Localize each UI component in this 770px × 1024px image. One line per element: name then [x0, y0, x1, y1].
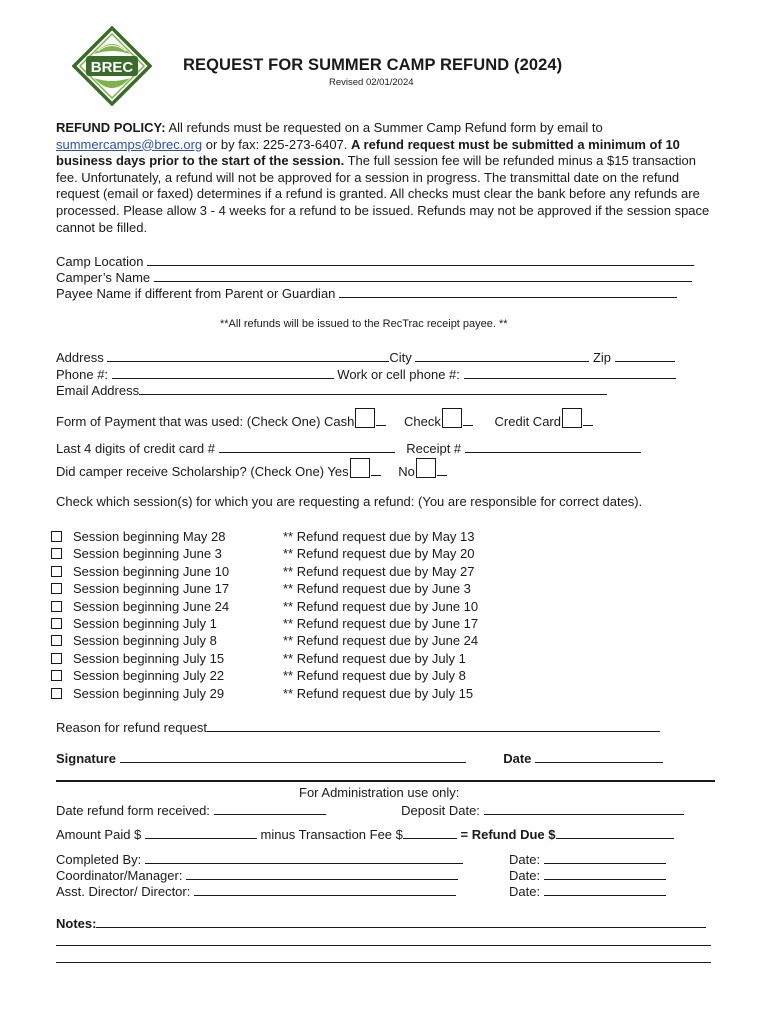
refund-due-label: = Refund Due $ — [460, 827, 556, 842]
payment-label: Form of Payment that was used: (Check One) Cash — [56, 414, 355, 429]
deposit-date-field[interactable] — [484, 802, 684, 815]
notes-field-3[interactable] — [56, 962, 711, 963]
scholarship-yes-checkbox[interactable] — [350, 458, 370, 478]
session-checkbox[interactable] — [51, 531, 62, 542]
session-due: ** Refund request due by June 24 — [283, 633, 479, 649]
scholarship-no-label: No — [398, 464, 415, 479]
session-label: Session beginning July 1 — [73, 615, 217, 631]
camp-location-label: Camp Location — [56, 254, 144, 269]
admin-date-3-label: Date: — [509, 884, 541, 899]
director-row — [56, 883, 456, 899]
work-phone-label: Work or cell phone #: — [337, 367, 460, 382]
receipt-field[interactable] — [465, 440, 641, 453]
session-label: Session beginning June 17 — [73, 581, 230, 597]
session-checkbox[interactable] — [51, 566, 62, 577]
last4-label: Last 4 digits of credit card # — [56, 441, 215, 456]
notes-row — [56, 915, 706, 931]
director-label: Asst. Director/ Director: — [56, 884, 191, 899]
scholarship-row — [56, 458, 447, 479]
session-label: Session beginning June 24 — [73, 598, 230, 614]
session-due: ** Refund request due by June 10 — [283, 598, 479, 614]
brec-logo — [72, 26, 152, 106]
city-label: City — [389, 350, 412, 365]
signature-row — [56, 750, 663, 766]
transaction-fee-field[interactable] — [403, 826, 457, 839]
session-label: Session beginning July 8 — [73, 633, 217, 649]
session-due: ** Refund request due by June 17 — [283, 615, 479, 631]
admin-date-2-field[interactable] — [544, 867, 666, 880]
admin-date-2 — [509, 867, 666, 883]
completed-by-row — [56, 851, 463, 867]
scholarship-no-checkbox[interactable] — [416, 458, 436, 478]
deposit-date-label: Deposit Date: — [401, 803, 480, 818]
session-label: Session beginning July 15 — [73, 650, 225, 666]
session-checkbox[interactable] — [51, 618, 62, 629]
session-checkbox[interactable] — [51, 653, 62, 664]
admin-date-1-label: Date: — [509, 852, 541, 867]
session-checkbox[interactable] — [51, 548, 62, 559]
email-row — [56, 382, 607, 398]
check-label: Check — [404, 414, 441, 429]
session-checkbox[interactable] — [51, 601, 62, 612]
admin-date-1-field[interactable] — [544, 851, 666, 864]
payee-name-field[interactable] — [339, 285, 677, 298]
admin-date-3 — [509, 883, 666, 899]
coordinator-label: Coordinator/Manager: — [56, 868, 183, 883]
policy-heading: REFUND POLICY: — [56, 120, 166, 135]
campers-name-label: Camper’s Name — [56, 270, 151, 285]
address-field[interactable] — [107, 349, 389, 362]
session-label: Session beginning May 28 — [73, 529, 226, 544]
city-field[interactable] — [415, 349, 589, 362]
revised-date: Revised 02/01/2024 — [329, 77, 414, 88]
session-label: Session beginning June 10 — [73, 563, 230, 579]
completed-by-label: Completed By: — [56, 852, 142, 867]
completed-by-field[interactable] — [145, 851, 463, 864]
admin-divider — [56, 780, 715, 782]
zip-label: Zip — [592, 350, 612, 365]
session-due: ** Refund request due by May 27 — [283, 563, 475, 579]
amount-paid-field[interactable] — [145, 826, 257, 839]
session-label: Session beginning July 22 — [73, 668, 225, 684]
cash-checkbox[interactable] — [355, 408, 375, 428]
email-label: Email Address — [56, 383, 140, 398]
amount-paid-label: Amount Paid $ — [56, 827, 142, 842]
work-phone-field[interactable] — [464, 366, 676, 379]
address-row — [56, 349, 675, 365]
date-label: Date — [503, 751, 532, 766]
session-due: ** Refund request due by July 8 — [283, 668, 466, 684]
phone-label: Phone #: — [56, 367, 109, 382]
admin-date-1 — [509, 851, 666, 867]
session-checkbox[interactable] — [51, 583, 62, 594]
coordinator-field[interactable] — [186, 867, 458, 880]
session-checkbox[interactable] — [51, 635, 62, 646]
minus-fee-label: minus Transaction Fee $ — [260, 827, 403, 842]
email-link[interactable]: summercamps@brec.org — [56, 136, 203, 152]
director-field[interactable] — [194, 883, 456, 896]
sessions-prompt: Check which session(s) for which you are requesting a refund: (You are responsible for correct dates). — [56, 494, 643, 509]
last4-row — [56, 440, 641, 456]
policy-text-2: or by fax: 225-273-6407. — [202, 136, 351, 152]
email-field[interactable] — [139, 382, 607, 395]
payee-name-label: Payee Name if different from Parent or Guardian — [56, 286, 336, 301]
receipt-label: Receipt # — [406, 441, 462, 456]
scholarship-label: Did camper receive Scholarship? (Check One) Yes — [56, 464, 349, 479]
session-label: Session beginning July 29 — [73, 685, 225, 701]
camp-location-row — [56, 253, 694, 269]
session-due: ** Refund request due by May 13 — [283, 529, 475, 544]
notes-label: Notes: — [56, 916, 97, 931]
refund-due-field[interactable] — [556, 826, 674, 839]
campers-name-row — [56, 269, 692, 285]
admin-received-row — [56, 802, 684, 818]
credit-card-label: Credit Card — [494, 414, 561, 429]
payment-row — [56, 408, 593, 429]
policy-bold: A refund request must be submitted a minimum of 10 business days prior to the start of the session. — [56, 136, 680, 169]
session-due: ** Refund request due by May 20 — [283, 546, 475, 562]
reason-label: Reason for refund request — [56, 720, 208, 735]
notes-field-2[interactable] — [56, 945, 711, 946]
campers-name-field[interactable] — [154, 269, 692, 282]
signature-field[interactable] — [120, 750, 466, 763]
session-due: ** Refund request due by June 3 — [283, 581, 471, 597]
date-received-label: Date refund form received: — [56, 803, 210, 818]
zip-field[interactable] — [615, 349, 675, 362]
credit-card-checkbox[interactable] — [562, 408, 582, 428]
check-checkbox[interactable] — [442, 408, 462, 428]
session-checkbox[interactable] — [51, 670, 62, 681]
logo-text: BREC — [90, 59, 134, 76]
phone-field[interactable] — [112, 366, 334, 379]
session-checkbox[interactable] — [51, 688, 62, 699]
notes-field-1[interactable] — [96, 915, 706, 928]
date-field[interactable] — [535, 750, 663, 763]
policy-text-1: All refunds must be requested on a Summer Camp Refund form by email to — [165, 120, 603, 135]
address-label: Address — [56, 350, 104, 365]
amount-row — [56, 826, 674, 842]
session-due: ** Refund request due by July 1 — [283, 650, 466, 666]
admin-heading: For Administration use only: — [299, 785, 460, 800]
form-title: REQUEST FOR SUMMER CAMP REFUND (2024) — [183, 56, 563, 74]
signature-label: Signature — [56, 751, 116, 766]
coordinator-row — [56, 867, 458, 883]
policy-text-3: The full session fee will be refunded minus a $15 transaction fee. Unfortunately, a refund will not be approved for a session in progress. The transmittal date on the refund request (email or faxed) determines if a refund is granted. All checks must clear the bank before any refunds are processed. Please allow 3 - 4 weeks for a refund to be issued. Refunds may not be approved if the session space cannot be filled. — [56, 153, 710, 235]
payee-name-row — [56, 285, 677, 301]
rectrac-note: **All refunds will be issued to the RecTrac receipt payee. ** — [220, 318, 508, 330]
last4-field[interactable] — [219, 440, 395, 453]
session-due: ** Refund request due by July 15 — [283, 685, 474, 701]
reason-field[interactable] — [207, 719, 660, 732]
session-label: Session beginning June 3 — [73, 546, 222, 562]
admin-date-3-field[interactable] — [544, 883, 666, 896]
admin-date-2-label: Date: — [509, 868, 541, 883]
phone-row — [56, 366, 676, 382]
date-received-field[interactable] — [214, 802, 326, 815]
camp-location-field[interactable] — [147, 253, 694, 266]
reason-row — [56, 719, 660, 735]
refund-policy — [56, 120, 716, 236]
